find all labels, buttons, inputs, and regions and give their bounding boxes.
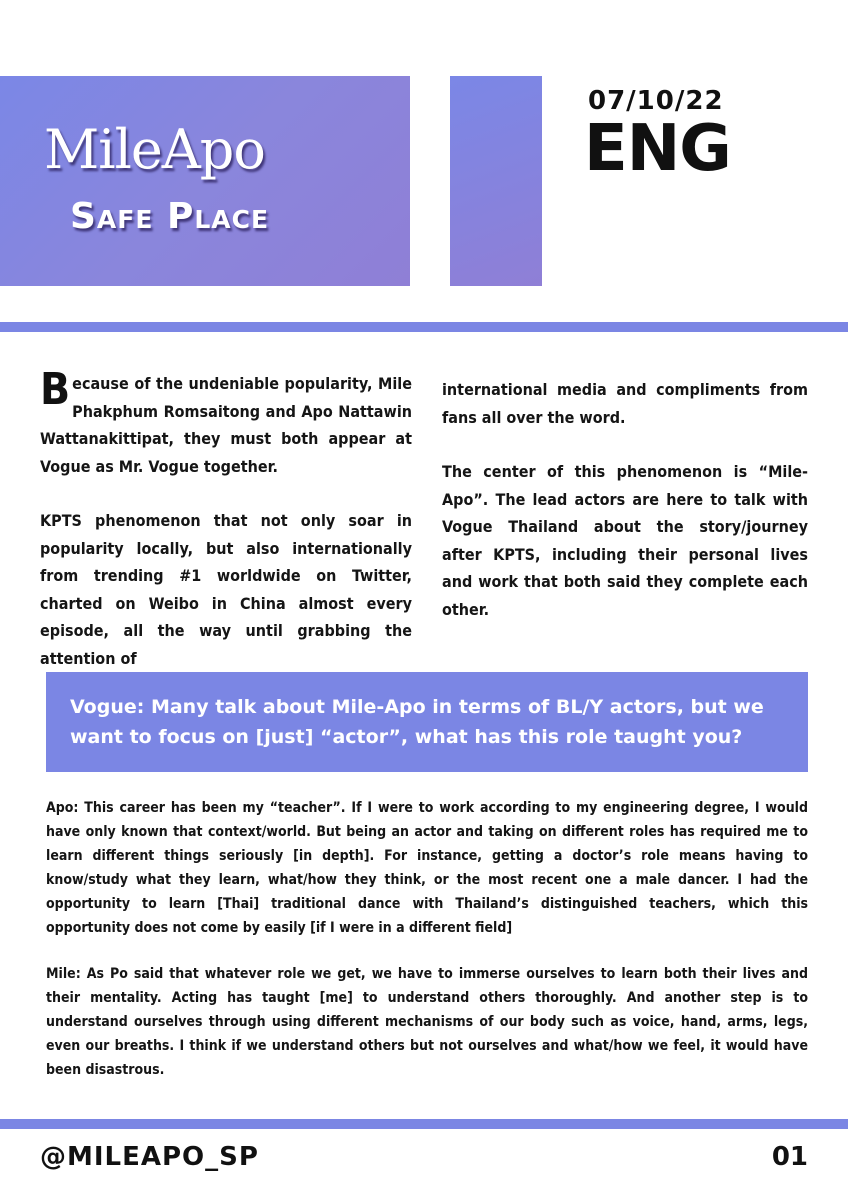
divider-bottom — [0, 1119, 848, 1129]
intro-paragraph-1 — [40, 364, 412, 480]
issue-date: 07/10/22 — [588, 86, 724, 116]
header-banner — [0, 76, 410, 286]
social-handle: @MILEAPO_SP — [40, 1142, 259, 1172]
dropcap: B — [40, 364, 71, 415]
intro-paragraph-2: KPTS phenomenon that not only soar in popularity locally, but also internationally from trending #1 worldwide on Twitter, charted on Weibo in China almost every episode, all the way until grabbing the attention of — [40, 511, 412, 668]
issue-language: ENG — [584, 112, 731, 186]
intro-paragraph-3: international media and compliments from fans all over the word. — [442, 380, 808, 427]
header-accent-block — [450, 76, 542, 286]
interview-question: Vogue: Many talk about Mile-Apo in terms of BL/Y actors, but we want to focus on [just] “actor”, what has this role taught you? — [46, 672, 808, 772]
brand-subtitle: Safe Place — [70, 196, 270, 237]
answer-mile: Mile: As Po said that whatever role we get, we have to immerse ourselves to learn both their lives and their mentality. Acting has taught [me] to understand others thoroughly. And another step is to understand ourselves through using different mechanisms of our body such as voice, hand, arms, legs, even our breaths. I think if we understand others but not ourselves and what/how we feel, it would have been disastrous. — [46, 966, 808, 1078]
intro-paragraph-1-text: ecause of the undeniable popularity, Mile Phakphum Romsaitong and Apo Nattawin Wattanakittipat, they must both appear at Vogue as Mr. Vogue together. — [40, 374, 412, 476]
divider-top — [0, 322, 848, 332]
answer-apo: Apo: This career has been my “teacher”. If I were to work according to my engineering degree, I would have only known that context/world. But being an actor and taking on different roles has required me to learn different things seriously [in depth]. For instance, getting a doctor’s role means having to know/study what they learn, what/how they think, or the most recent one a male dancer. I had the opportunity to learn [Thai] traditional dance with Thailand’s distinguished teachers, which this opportunity does not come by easily [if I were in a different field] — [46, 800, 808, 936]
intro-paragraph-4: The center of this phenomenon is “Mile-Apo”. The lead actors are here to talk with Vogue Thailand about the story/journey after KPTS, including their personal lives and work that both said they complete each other. — [442, 462, 808, 619]
page-number: 01 — [771, 1142, 808, 1172]
brand-title: MileApo — [44, 118, 265, 181]
intro-right-column — [442, 376, 808, 650]
intro-left-column — [40, 364, 412, 699]
